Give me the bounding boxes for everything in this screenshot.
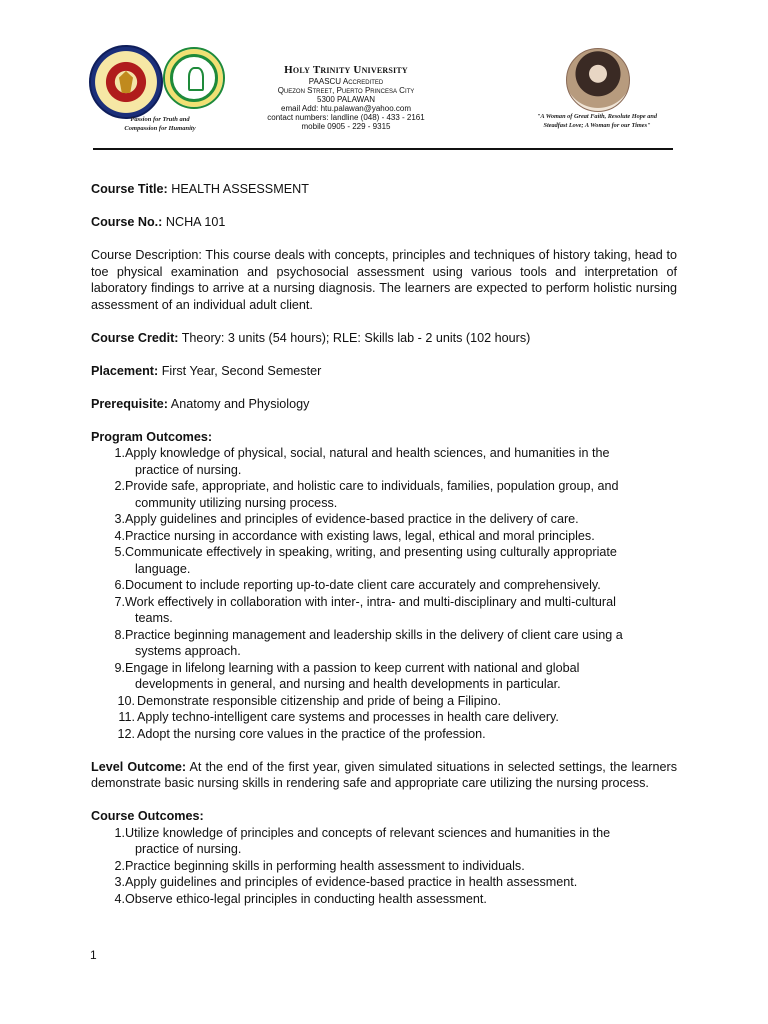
page-number: 1 — [90, 948, 97, 962]
university-seal-logo — [89, 45, 163, 119]
program-outcomes-list — [91, 445, 677, 742]
list-number: 6. — [114, 578, 125, 592]
list-item — [91, 660, 677, 693]
list-text: Observe ethico-legal principles in conducting health assessment. — [125, 891, 487, 906]
portrait-caption: "A Woman of Great Faith, Resolute Hope and Steadfast Love; A Woman for our Times" — [536, 113, 658, 129]
letterhead — [0, 0, 768, 150]
list-item — [91, 726, 677, 743]
list-text: Communicate effectively in speaking, writing, and presenting using culturally appropriate language. — [125, 545, 617, 576]
list-text: Adopt the nursing core values in the practice of the profession. — [137, 726, 486, 741]
email-line: email Add: htu.palawan@yahoo.com — [281, 104, 411, 113]
course-outcomes-heading: Course Outcomes: — [91, 809, 204, 823]
accreditation: PAASCU Accredited — [308, 77, 384, 86]
founder-portrait — [566, 48, 630, 112]
level-outcome: Level Outcome: At the end of the first year, given simulated situations in selected settings, the learners demonstrate basic nursing skills in rendering safe and appropriate care utilizing the nursing process. — [91, 759, 677, 790]
address-line: Quezon Street, Puerto Princesa City — [277, 86, 415, 95]
program-outcomes-heading: Program Outcomes: — [91, 429, 213, 444]
course-number: Course No.: NCHA 101 — [91, 215, 226, 229]
header-divider — [93, 148, 673, 150]
list-number: 11. — [118, 710, 135, 724]
list-number: 12. — [117, 726, 135, 741]
nursing-seal-logo — [163, 47, 225, 109]
placement: Placement: First Year, Second Semester — [91, 363, 322, 378]
list-number: 2. — [114, 858, 125, 873]
list-text: Provide safe, appropriate, and holistic care to individuals, families, population group, and community utilizing nursing process. — [125, 479, 619, 510]
list-item — [91, 709, 677, 726]
course-credit: Course Credit: Theory: 3 units (54 hours); RLE: Skills lab - 2 units (102 hours) — [91, 330, 531, 345]
list-number: 10. — [117, 693, 135, 708]
list-number: 1. — [114, 825, 125, 840]
list-number: 5. — [114, 545, 125, 559]
list-item — [91, 577, 677, 594]
address-line: 5300 PALAWAN — [317, 95, 375, 104]
landline-line: contact numbers: landline (048) - 433 - 2161 — [267, 113, 425, 122]
list-text: Practice nursing in accordance with existing laws, legal, ethical and moral principles. — [125, 528, 595, 543]
document-body — [91, 181, 677, 924]
list-text: Apply knowledge of physical, social, natural and health sciences, and humanities in the practice of nursing. — [125, 446, 610, 477]
list-text: Practice beginning management and leadership skills in the delivery of client care using a systems approach. — [125, 627, 623, 658]
list-item — [91, 478, 677, 511]
course-description: Course Description: This course deals with concepts, principles and techniques of history taking, head to toe physical examination and psychosocial assessment using various tools and interpretation of laboratory findings to arrive at a nursing diagnosis. The learners are expected to perform holistic nursing assessment of an individual adult client. — [91, 248, 677, 312]
list-item — [91, 874, 677, 891]
list-text: Utilize knowledge of principles and concepts of relevant sciences and humanities in the practice of nursing. — [125, 825, 611, 856]
list-text: Apply guidelines and principles of evidence-based practice in the delivery of care. — [125, 512, 579, 526]
list-text: Work effectively in collaboration with inter-, intra- and multi-disciplinary and multi-cultural teams. — [125, 594, 616, 625]
prerequisite: Prerequisite: Anatomy and Physiology — [91, 396, 310, 411]
list-item — [91, 693, 677, 710]
list-number: 9. — [114, 660, 125, 675]
list-number: 7. — [114, 594, 125, 609]
list-item — [91, 825, 677, 858]
list-text: Document to include reporting up-to-date client care accurately and comprehensively. — [125, 578, 601, 592]
list-item — [91, 511, 677, 528]
list-item — [91, 445, 677, 478]
list-item — [91, 627, 677, 660]
course-outcomes-list — [91, 825, 677, 908]
university-name: Holy Trinity University — [284, 64, 408, 76]
list-number: 3. — [114, 512, 125, 526]
list-number: 1. — [114, 446, 125, 460]
list-number: 4. — [114, 891, 125, 906]
list-text: Apply techno-intelligent care systems and processes in health care delivery. — [137, 710, 559, 724]
list-item — [91, 544, 677, 577]
mobile-line: mobile 0905 - 229 - 9315 — [301, 122, 391, 131]
list-text: Demonstrate responsible citizenship and pride of being a Filipino. — [137, 693, 502, 708]
list-text: Practice beginning skills in performing health assessment to individuals. — [125, 858, 525, 873]
list-item — [91, 858, 677, 875]
list-number: 4. — [114, 528, 125, 543]
list-item — [91, 594, 677, 627]
list-number: 2. — [114, 479, 125, 493]
university-motto: Passion for Truth and Compassion for Humanity — [124, 116, 196, 132]
list-item — [91, 528, 677, 545]
list-item — [91, 891, 677, 908]
course-title: Course Title: HEALTH ASSESSMENT — [91, 182, 309, 196]
university-contact-block — [246, 66, 446, 131]
list-number: 3. — [114, 875, 125, 889]
list-text: Apply guidelines and principles of evidence-based practice in health assessment. — [125, 875, 578, 889]
list-text: Engage in lifelong learning with a passion to keep current with national and global developments in general, and nursing and health developments in particular. — [125, 660, 580, 691]
list-number: 8. — [114, 627, 125, 642]
